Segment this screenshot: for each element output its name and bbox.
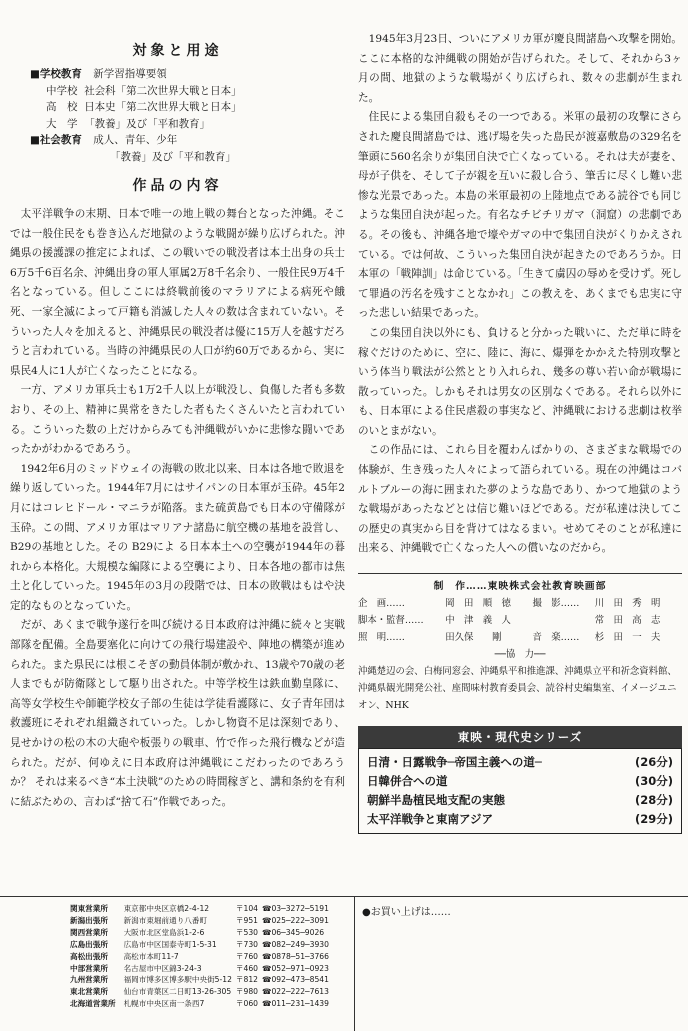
office-row [70, 951, 333, 963]
office-name: 高松出張所 [70, 951, 108, 961]
series-item-title: 日韓併合への道 [367, 774, 448, 789]
content-paragraph: 1945年3月23日、ついにアメリカ軍が慶良間諸島へ攻撃を開始。ここに本格的な沖縄戦の開始が告げられた。そして、それから3ヶ月の間、地獄のような戦場がくり広げられ、数々の悲劇が生まれた。 [358, 33, 682, 104]
office-zip: 〒980 [235, 987, 259, 997]
office-zip: 〒730 [235, 939, 259, 949]
office-tel: ☎022─222─7613 [262, 987, 329, 997]
staff-name: 常 田 高 志 [594, 615, 661, 627]
office-tel: ☎06─345─9026 [262, 927, 325, 937]
school-level: 高 校 [46, 101, 78, 113]
content-right-text [358, 30, 682, 559]
office-name: 九州営業所 [70, 975, 108, 985]
office-tel: ☎03─3272─5191 [262, 904, 329, 913]
series-item-duration: (29分) [634, 812, 673, 827]
office-row [70, 939, 333, 951]
content-paragraph: 1942年6月のミッドウェイの海戦の敗北以来、日本は各地で敗退を繰り返していった。1944年7月にはサイパンの日本軍が玉砕。45年2月にはコレヒドール・マニラが陥落。また硫黄島でも日本の守備隊が玉砕。この間、アメリカ軍はマリアナ諸島に航空機の基地を設営し、B29の基地とした。その B29によ る日本本土への空襲が1944年の暮れから本格化。大規模な編隊による空襲により、日本各地の都市は焦土と化していった。1945年の3月の段階では、日本の敗戦はもはや決定的なものとなっていた。 [10, 462, 345, 612]
office-name: 中部営業所 [70, 963, 108, 973]
staff-divider [358, 573, 682, 574]
social-subject: 「教養」及び「平和教育」 [110, 150, 236, 163]
social-category: ■社会教育 [30, 134, 82, 146]
office-address: 広島市中区国泰寺町1-5-31 [123, 939, 217, 949]
office-tel: ☎011─231─1439 [262, 999, 329, 1009]
staff-role [532, 612, 594, 629]
staff-name: 中 津 義 人 [445, 615, 511, 627]
series-panel [358, 726, 682, 834]
office-address: 東京都中央区京橋2-4-12 [123, 904, 210, 913]
series-item [367, 810, 673, 829]
right-column [358, 0, 682, 834]
content-paragraph: 太平洋戦争の末期、日本で唯一の地上戦の舞台となった沖縄。そこでは一般住民をも巻き込んだ地獄のような戦闘が繰り広げられた。沖縄県の援護課の推定によれば、この戦いでの戦没者は本土出身の兵士6万5千6百名余、沖縄出身の軍人軍属2万8千名余り、一般住民9万4千名となっている。但しここには終戦前後のマラリアによる病死や餓死、一家全滅によって戸籍も消滅した人々の数は含まれていない。そういった人々を加えると、沖縄県民の戦没者は優に15万人を越すだろうと言われている。当時の沖縄県民の人口が約60万であるから、実に県民4人に1人が亡くなったことになる。 [10, 208, 345, 377]
staff-row [358, 595, 682, 612]
production-credit: 制 作……東映株式会社教育映画部 [433, 581, 607, 593]
school-subject: 社会科「第二次世界大戦と日本」 [84, 84, 242, 97]
office-zip: 〒951 [235, 915, 259, 925]
staff-role: 企 画…… [358, 598, 405, 610]
office-list [70, 903, 333, 1010]
office-tel: ☎082─249─3930 [262, 939, 329, 949]
target-section [10, 66, 345, 165]
school-level: 中学校 [46, 84, 78, 97]
series-item-duration: (28分) [634, 793, 673, 808]
series-item-duration: (30分) [634, 774, 673, 789]
office-row [70, 974, 333, 986]
target-title: 対象と用途 [132, 43, 223, 59]
office-row [70, 927, 333, 939]
school-subject: 日本史「第二次世界大戦と日本」 [84, 101, 242, 113]
office-name: 北海道営業所 [70, 999, 116, 1009]
series-list [358, 748, 682, 834]
office-zip: 〒460 [235, 963, 259, 973]
office-address: 大阪市北区堂島浜1-2-6 [123, 927, 205, 937]
left-column [10, 0, 345, 812]
staff-role: 撮 影…… [532, 598, 580, 610]
office-zip: 〒530 [235, 927, 259, 937]
office-zip: 〒760 [235, 951, 259, 961]
staff-name: 杉 田 一 夫 [594, 632, 661, 644]
office-name: 関西営業所 [70, 927, 108, 937]
series-title: 東映・現代史シリーズ [358, 726, 682, 748]
staff-row [358, 629, 682, 646]
office-name: 広島出張所 [70, 939, 108, 949]
office-address: 名古屋市中区錦3-24-3 [123, 963, 202, 973]
content-paragraph: 住民による集団自殺もその一つである。米軍の最初の攻撃にさらされた慶良間諸島では、逃げ場を失った島民が渡嘉敷島の329名を筆頭に560名余りが集団自決で亡くなっている。それは夫が妻を、母が子供を、そして子が親を互いに殺し合う、筆舌に尽くし難い悲惨な光景であった。本島の米軍最初の上陸地点である読谷でも同じような集団自決が起った。有名なチビチリガマ（洞窟）の悲劇である。その後も、沖縄各地で壕やガマの中で集団自決がくりかえされている。では何故、こういった集団自決が起きたのであろうか。日本軍の「戦陣訓」は命じている。「生きて虜囚の辱めを受けず。死して罪過の汚名を残すことなかれ」この教えを、あくまでも忠実に守った悲しい結果であった。 [358, 111, 682, 320]
series-item-title: 日清・日露戦争─帝国主義への道─ [367, 755, 542, 770]
office-tel: ☎025─222─3091 [262, 915, 329, 925]
staff-role: 音 楽…… [532, 632, 580, 644]
office-tel: ☎0878─51─3766 [262, 951, 329, 961]
office-row [70, 963, 333, 975]
staff-name: 川 田 秀 明 [594, 598, 661, 610]
office-zip: 〒104 [235, 904, 259, 913]
series-item-duration: (26分) [634, 755, 673, 770]
staff-role: 脚本・監督…… [358, 615, 424, 627]
social-audience: 成人、青年、少年 [93, 134, 178, 146]
staff-name: 岡 田 順 徳 [445, 598, 511, 610]
office-address: 新潟市東堀前通り八番町 [123, 915, 208, 925]
staff-credits [358, 578, 682, 714]
school-category: ■学校教育 [30, 68, 82, 80]
staff-row [358, 612, 682, 629]
staff-table [358, 595, 682, 646]
office-zip: 〒812 [235, 975, 259, 985]
content-paragraph: 一方、アメリカ軍兵士も1万2千人以上が戦没し、負傷した者も多数おり、その上、精神に異常をきたした者もたくさんいたと言われている。こういった数の上だけからみても沖縄戦がいかに悲惨な闘いであったかがわかるであろう。 [10, 384, 345, 456]
office-name: 新潟出張所 [70, 915, 108, 925]
content-title: 作品の内容 [132, 178, 223, 194]
office-address: 高松市本町11-7 [123, 951, 179, 961]
series-item [367, 772, 673, 791]
office-row [70, 903, 333, 915]
cooperation-label: ──協 力── [494, 649, 546, 661]
content-paragraph: だが、あくまで戦争遂行を叫び続ける日本政府は沖縄に続々と実戦部隊を配備。全島要塞化に向けての飛行場建設や、陣地の構築が進められた。また県民には根こそぎの動員体制が敷かれ、13歳や70歳の老人までもが防衛隊として駆り出された。中等学校生は鉄血勤皇隊に、高等女学校生や師範学校女子部の生徒は学徒看護隊に、女子青年団は救護班にそれぞれ組織されていった。しかし物資不足は深刻であり、見せかけの松の木の大砲や板張りの戦車、竹で作った飛行機などが造られた。だが、何ゆえに日本政府は沖縄戦にこだわったのであろうか？ それは来るべき“本土決戦”のための時間稼ぎと、講和条約を有利に結ぶための、言わば“捨て石”作戦であった。 [10, 619, 345, 808]
school-level: 大 学 [46, 117, 78, 130]
footer-divider [354, 897, 355, 1031]
office-row [70, 915, 333, 927]
office-name: 関東営業所 [70, 904, 108, 913]
office-row [70, 998, 333, 1010]
office-tel: ☎092─473─8541 [262, 975, 329, 985]
series-item-title: 朝鮮半島植民地支配の実態 [367, 793, 505, 808]
content-paragraph: この作品には、これら目を覆わんばかりの、さまざまな戦場での体験が、生き残った人々によって語られている。現在の沖縄はコバルトブルーの海に囲まれた夢のような島であり、かつて地獄のような戦場があったなどとは信じ難いほどである。だが私達は決してこの歴史の真実から目を背けてはなるまい。せめてそのことが私達に出来る、沖縄戦で亡くなった人への償いなのだから。 [358, 444, 682, 555]
staff-role: 照 明…… [358, 632, 405, 644]
school-subject: 「教養」及び「平和教育」 [84, 117, 211, 130]
staff-name: 田久保 剛 [445, 632, 502, 644]
content-left-text [10, 205, 345, 812]
series-item [367, 753, 673, 772]
office-address: 札幌市中央区南一条西7 [123, 999, 205, 1009]
office-zip: 〒060 [235, 999, 259, 1009]
series-item [367, 791, 673, 810]
office-address: 福岡市博多区博多駅中央街5-12 [123, 975, 232, 985]
office-name: 東北営業所 [70, 987, 108, 997]
footer [0, 896, 688, 1031]
content-paragraph: この集団自決以外にも、負けると分かった戦いに、ただ単に時を稼ぐだけのために、空に、陸に、海に、爆弾をかかえた特別攻撃という体当り戦法が公然ととり入れられ、幾多の尊い若い命が戦場に散っていった。しかもそれは男女の区別なくである。それら以外にも、日本軍による住民虐殺の事実など、沖縄戦における悲劇は枚挙のいとまがない。 [358, 326, 682, 437]
office-address: 仙台市青葉区二日町13-26-305 [123, 987, 232, 997]
cooperation-list: 沖縄楚辺の会、白梅同窓会、沖縄県平和推進課、沖縄県立平和祈念資料館、沖縄県観光開発公社、座間味村教育委員会、読谷村史編集室、イメージユニオン、NHK [358, 666, 677, 712]
series-item-title: 太平洋戦争と東南アジア [367, 812, 494, 827]
school-guideline: 新学習指導要領 [93, 68, 167, 80]
office-tel: ☎052─971─0923 [262, 963, 329, 973]
office-row [70, 986, 333, 998]
purchase-note: ●お買い上げは…… [362, 907, 451, 918]
